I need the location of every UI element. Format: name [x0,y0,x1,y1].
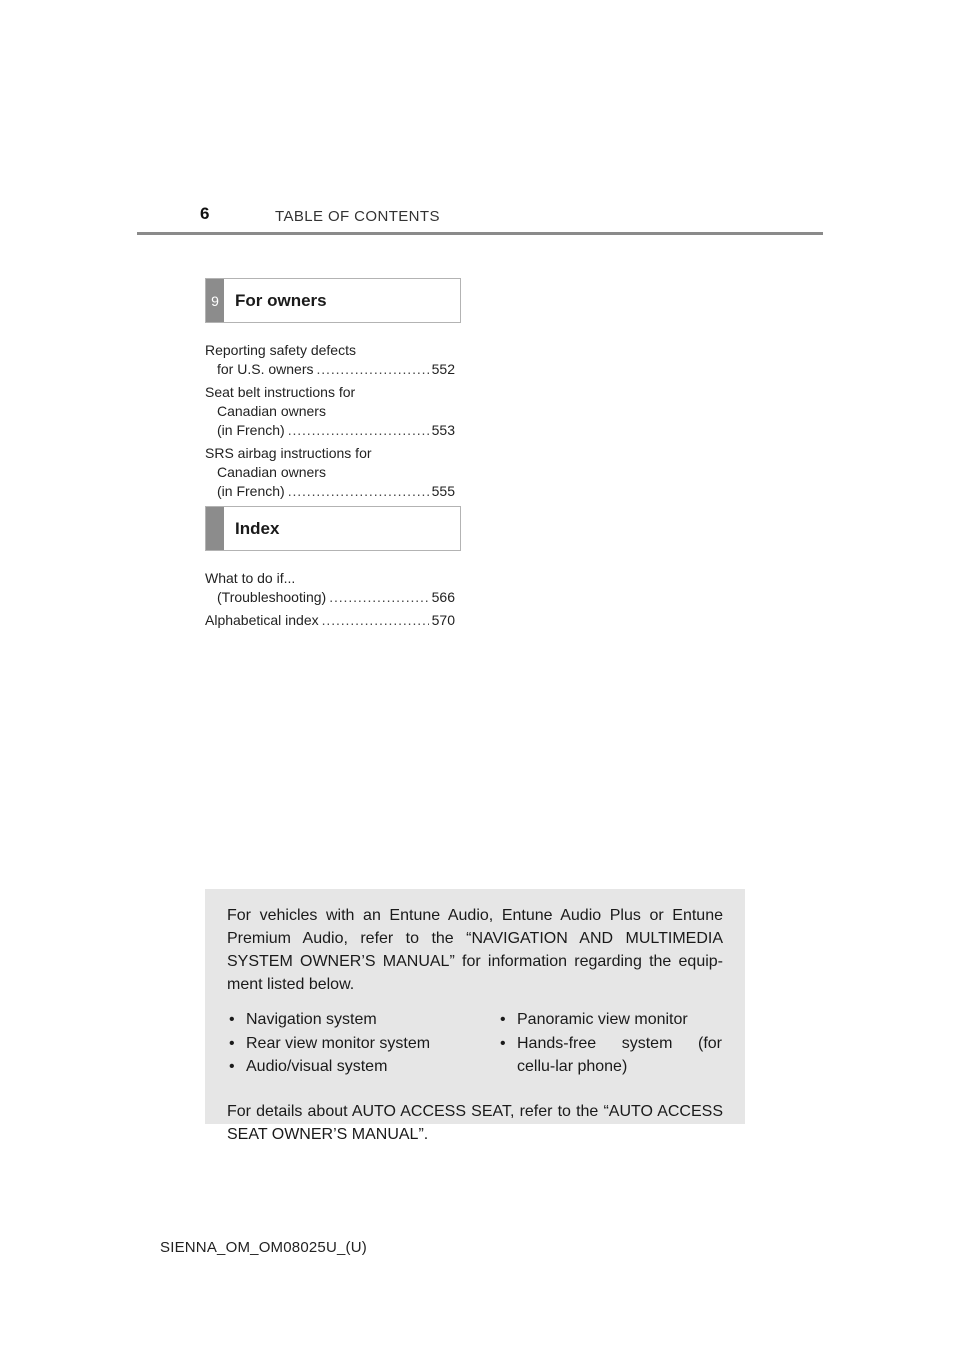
toc-page-number: 555 [431,483,455,499]
bullet-mark: • [500,1034,506,1052]
toc-entry-text: for U.S. owners [217,361,314,377]
toc-entry-text: What to do if... [205,570,296,586]
toc-page-number: 553 [431,422,455,438]
section-tab: 9 [206,279,224,322]
toc-entry[interactable] [205,611,455,630]
toc-entry-text: (in French) [217,422,285,438]
equipment-list-right [498,1008,722,1079]
bullet-mark: • [229,1058,235,1075]
list-item-text: Hands-free system (for cellu-lar phone) [517,1034,722,1075]
header-title: TABLE OF CONTENTS [275,208,440,225]
info-intro-text: For vehicles with an Entune Audio, Entune Audio Plus or Entune Premium Audio, refer to the “NAVIGATION AND MULTIMEDIA SYSTEM OWNER’S MANUAL” for information regarding the equip-ment listed below. [227,907,723,993]
dot-leader [329,588,428,607]
section-heading-for-owners [205,278,461,323]
list-item-text: Panoramic view monitor [517,1011,688,1028]
toc-entry[interactable] [205,341,455,379]
section-tab [206,507,224,550]
list-item [227,1032,467,1056]
list-item-text: Rear view monitor system [246,1034,431,1052]
toc-entry[interactable] [205,444,455,501]
toc-list-index [205,569,455,634]
dot-leader [288,482,429,501]
toc-entry-text: Reporting safety defects [205,342,356,358]
section-title: Index [235,519,280,538]
toc-entry-text: Canadian owners [217,403,326,419]
toc-entry-text: Alphabetical index [205,612,319,628]
section-heading-index [205,506,461,551]
toc-page-number: 570 [431,612,455,628]
toc-entry[interactable] [205,569,455,607]
toc-list-for-owners [205,341,455,505]
toc-page-number: 552 [431,361,455,377]
bullet-mark: • [500,1011,506,1028]
toc-entry[interactable] [205,383,455,440]
bullet-mark: • [229,1034,235,1052]
header-rule [137,232,823,235]
bullet-mark: • [229,1011,235,1028]
list-item [227,1055,467,1079]
section-title: For owners [235,291,327,310]
toc-entry-text: Canadian owners [217,464,326,480]
equipment-list-left [227,1008,467,1079]
toc-entry-text: (Troubleshooting) [217,589,327,605]
dot-leader [322,611,429,630]
page-header [137,204,823,236]
toc-entry-text: SRS airbag instructions for [205,445,372,461]
document-code: SIENNA_OM_OM08025U_(U) [160,1239,367,1256]
list-item-text: Audio/visual system [246,1058,388,1075]
list-item-text: Navigation system [246,1011,377,1028]
list-item [227,1008,467,1032]
page-number: 6 [200,204,210,223]
dot-leader [316,360,428,379]
info-details-text: For details about AUTO ACCESS SEAT, refer to the “AUTO ACCESS SEAT OWNER’S MANUAL”. [227,1103,723,1143]
toc-page-number: 566 [431,589,455,605]
list-item [498,1008,722,1032]
list-item [498,1032,722,1079]
info-note-box [205,889,745,1143]
toc-entry-text: (in French) [217,483,285,499]
toc-entry-text: Seat belt instructions for [205,384,356,400]
dot-leader [288,421,429,440]
equipment-list [227,1008,723,1086]
